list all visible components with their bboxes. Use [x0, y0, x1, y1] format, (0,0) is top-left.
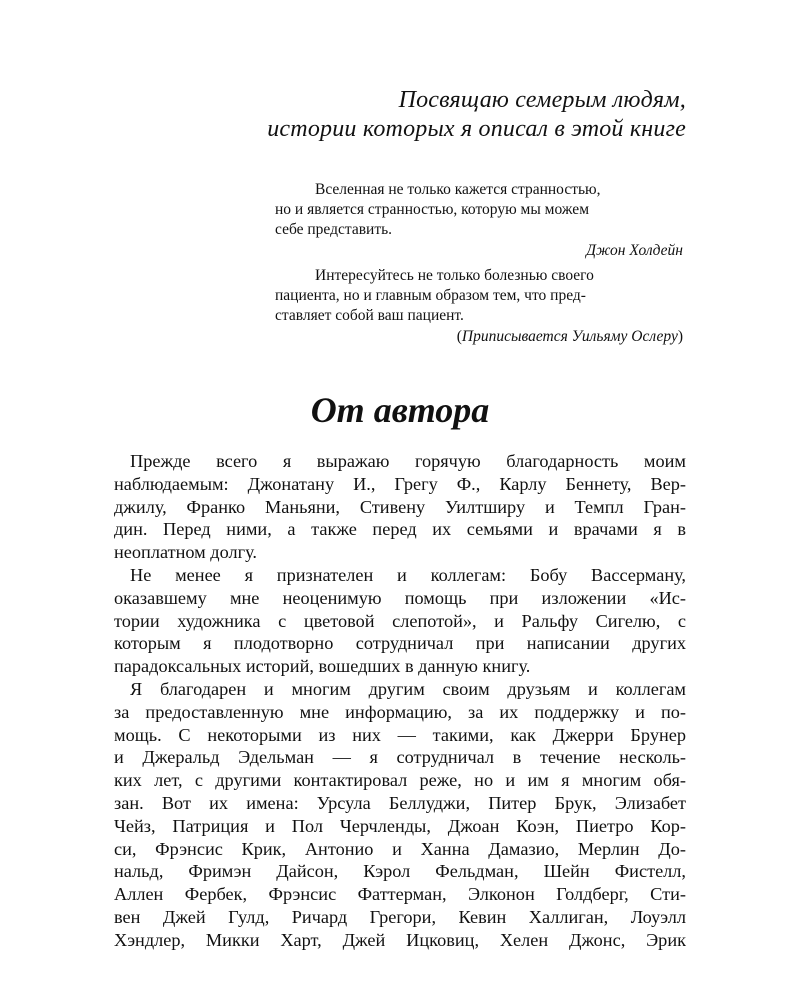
epigraph-line: Интересуйтесь не только болезнью своего	[315, 267, 594, 284]
body-line: которым я плодотворно сотрудничал при написании других	[114, 633, 686, 654]
body-line: и Джеральд Эдельман — я сотрудничал в течение несколь-	[114, 747, 686, 768]
epigraph-author	[275, 327, 683, 347]
body-line: неоплатном долгу.	[114, 542, 257, 563]
epigraph-line: ставляет собой ваш пациент.	[275, 307, 464, 324]
body-line: дин. Перед ними, а также перед их семьями и врачами я в	[114, 519, 686, 540]
body-line: наблюдаемым: Джонатану И., Грегу Ф., Карлу Беннету, Вер-	[114, 473, 686, 494]
body-line: Я благодарен и многим другим своим друзьям и коллегам	[130, 678, 686, 699]
author-name: Приписывается Уильяму Ослеру	[461, 328, 678, 345]
epigraph-line: себе представить.	[275, 221, 393, 238]
body-line: за предоставленную мне информацию, за их поддержку и по-	[114, 701, 686, 722]
body-line: джилу, Франко Маньяни, Стивену Уилтширу и Темпл Гран-	[114, 496, 686, 517]
body-line: парадоксальных историй, вошедших в данную книгу.	[114, 656, 531, 677]
body-line: Прежде всего я выражаю горячую благодарность моим	[130, 451, 686, 471]
body-line: Чейз, Патриция и Пол Черчленды, Джоан Коэн, Пиетро Кор-	[114, 815, 686, 836]
body-line: Хэндлер, Микки Харт, Джей Ицковиц, Хелен Джонс, Эрик	[114, 929, 686, 950]
epigraph-osler	[275, 266, 683, 347]
body-line: оказавшему мне неоценимую помощь при изложении «Ис-	[114, 587, 686, 608]
body-line: ких лет, с другими контактировал реже, но и им я многим обя-	[114, 770, 686, 791]
dedication-line: Посвящаю семерым людям,	[398, 87, 686, 113]
body-line: вен Джей Гулд, Ричард Грегори, Кевин Халлиган, Лоуэлл	[114, 906, 686, 927]
body-line: мощь. С некоторыми из них — такими, как Джерри Брунер	[114, 724, 686, 745]
body-line: си, Фрэнсис Крик, Антонио и Ханна Дамазио, Мерлин До-	[114, 838, 686, 859]
section-heading: От автора	[310, 390, 490, 430]
dedication-line: истории которых я описал в этой книге	[267, 116, 686, 142]
epigraph-author	[275, 241, 683, 261]
body-text	[114, 450, 686, 952]
author-paren-open: (	[456, 328, 462, 345]
author-name: Джон Холдейн	[586, 242, 683, 259]
epigraph-line: пациента, но и главным образом тем, что пред-	[275, 287, 586, 304]
body-line: Аллен Фербек, Фрэнсис Фаттерман, Элконон Голдберг, Сти-	[114, 884, 686, 905]
epigraph-haldane	[275, 180, 683, 261]
body-line: зан. Вот их имена: Урсула Беллуджи, Питер Брук, Элизабет	[114, 792, 686, 813]
author-paren-close: )	[677, 328, 683, 345]
body-line: нальд, Фримэн Дайсон, Кэрол Фельдман, Шейн Фистелл,	[114, 861, 686, 882]
body-line: Не менее я признателен и коллегам: Бобу Вассерману,	[130, 564, 686, 585]
epigraph-line: но и является странностью, которую мы можем	[275, 201, 589, 218]
epigraph-line: Вселенная не только кажется странностью,	[315, 181, 601, 198]
dedication	[126, 86, 686, 144]
body-line: тории художника с цветовой слепотой», и Ральфу Сигелю, с	[114, 610, 686, 631]
